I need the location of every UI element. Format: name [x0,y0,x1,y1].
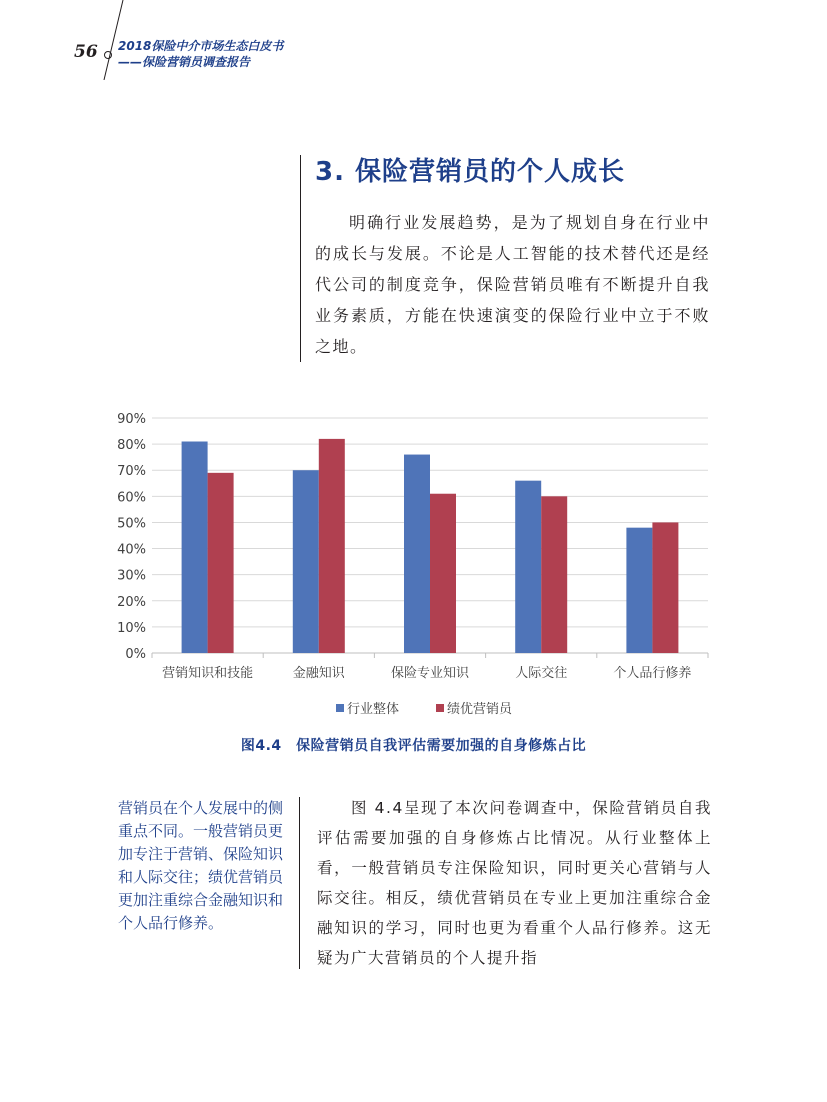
y-tick-label: 70% [117,464,146,480]
x-tick-label: 人际交往 [515,666,568,681]
bar-chart [110,405,720,725]
intro-paragraph: 明确行业发展趋势，是为了规划自身在行业中的成长与发展。不论是人工智能的技术替代还是经代公司的制度竞争，保险营销员唯有不断提升自我业务素质，方能在快速演变的保险行业中立于不败之地。 [315,213,710,356]
section-intro [300,155,735,362]
sidebar-note: 营销员在个人发展中的侧重点不同。一般营销员更加专注于营销、保险知识和人际交往；绩优营销员更加注重综合金融知识和个人品行修养。 [118,799,284,932]
chart-svg [110,405,720,725]
legend-swatch-1 [336,704,344,712]
y-tick-label: 40% [117,542,146,558]
bar-1-4 [515,481,541,653]
y-tick-label: 10% [117,620,146,636]
running-header-title: 2018保险中介市场生态白皮书 [118,39,284,53]
section-title: 3. 保险营销员的个人成长 [315,157,626,187]
y-tick-label: 30% [117,568,146,584]
bar-1-3 [404,455,430,653]
bar-2-4 [541,496,567,653]
bar-2-2 [319,439,345,653]
page-number: 56 [74,42,98,62]
bar-2-3 [430,494,456,653]
y-tick-label: 0% [125,647,146,662]
column-divider [299,797,300,969]
legend-label-2: 绩优营销员 [447,702,513,717]
running-header-subtitle: ——保险营销员调查报告 [118,55,251,69]
figure-caption: 图4.4 保险营销员自我评估需要加强的自身修炼占比 [240,738,587,754]
x-tick-label: 金融知识 [292,666,345,681]
y-tick-label: 20% [117,594,146,610]
bar-1-2 [293,470,319,653]
running-header [118,38,283,70]
bar-1-5 [626,528,652,653]
y-tick-label: 80% [117,438,146,454]
y-tick-label: 50% [117,516,146,532]
x-tick-label: 营销知识和技能 [162,666,254,681]
x-tick-label: 保险专业知识 [390,666,470,681]
x-tick-label: 个人品行修养 [613,666,692,681]
y-tick-label: 60% [117,490,146,506]
y-tick-label: 90% [117,412,146,427]
body-paragraph: 图 4.4呈现了本次问卷调查中，保险营销员自我评估需要加强的自身修炼占比情况。从行业整体上看，一般营销员专注保险知识，同时更关心营销与人际交往。相反，绩优营销员在专业上更加注重综合金融知识的学习，同时也更为看重个人品行修养。这无疑为广大营销员的个人提升指 [317,799,712,967]
legend-swatch-2 [436,704,444,712]
bar-2-1 [208,473,234,653]
legend-label-1: 行业整体 [347,702,400,717]
bar-2-5 [652,522,678,653]
bar-1-1 [182,442,208,654]
